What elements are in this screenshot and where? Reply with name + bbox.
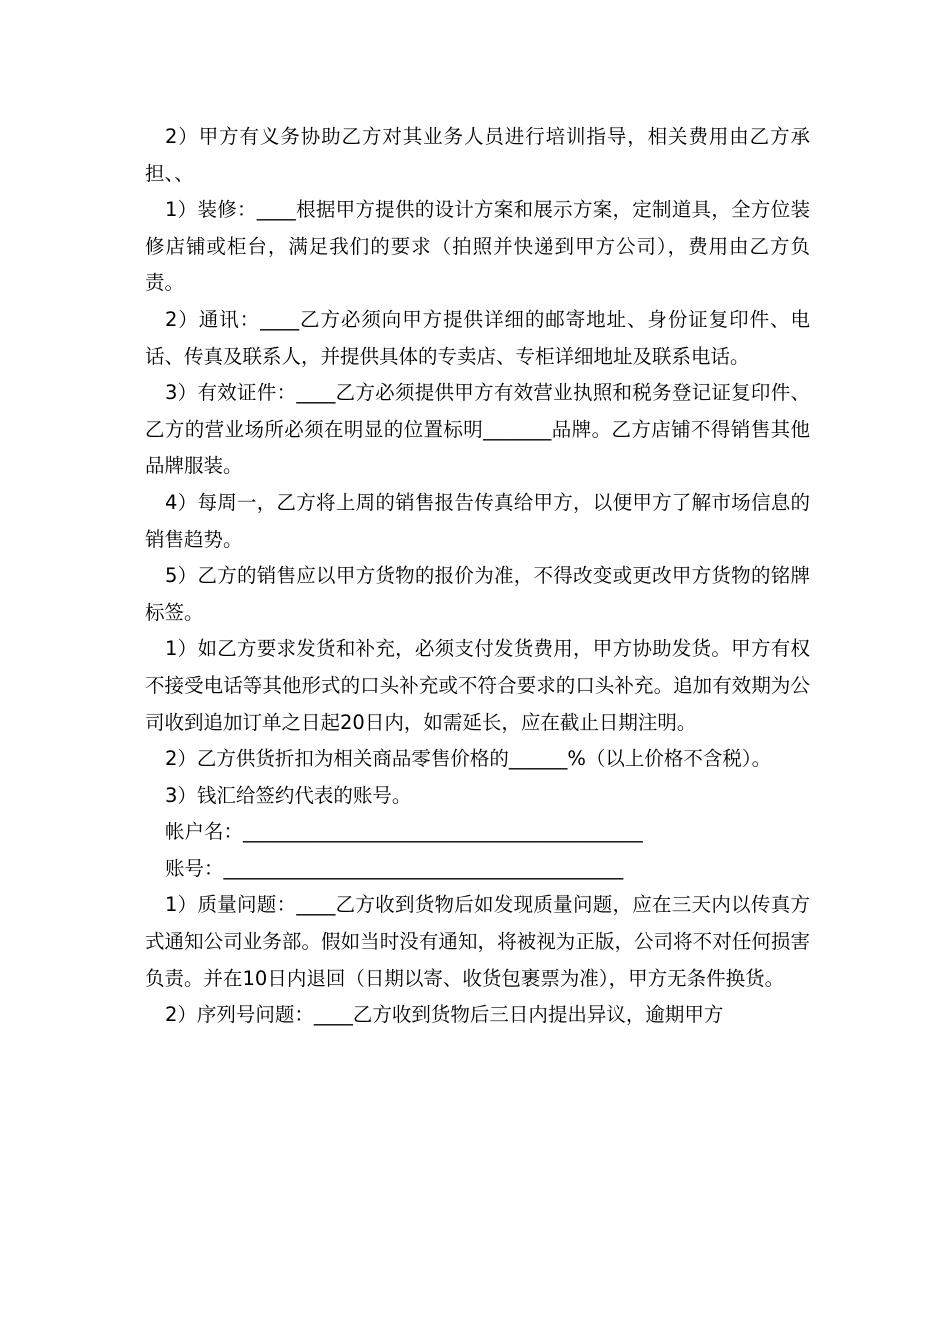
account-number-line: 账号：_________________________________________: [165, 856, 624, 880]
paragraph-weekly-report: 4）每周一，乙方将上周的销售报告传真给甲方，以便甲方了解市场信息的销售趋势。: [145, 490, 810, 551]
paragraph-pricing: 5）乙方的销售应以甲方货物的报价为准，不得改变或更改甲方货物的铭牌标签。: [145, 564, 810, 624]
paragraph-quality: 1）质量问题：____乙方收到货物后如发现质量问题，应在三天内以传真方式通知公司业务部。假如当时没有通知，将被视为正版，公司将不对任何损害负责。并在10日内退回（日期以寄、收货包裹票为准），甲方无条件换货。: [145, 893, 810, 990]
paragraph-training: 2）甲方有义务协助乙方对其业务人员进行培训指导，相关费用由乙方承担、、: [145, 125, 810, 185]
paragraph-communication: 2）通讯：____乙方必须向甲方提供详细的邮寄地址、身份证复印件、电话、传真及联系人，并提供具体的专卖店、专柜详细地址及联系电话。: [145, 307, 810, 368]
paragraph-shipping: 1）如乙方要求发货和补充，必须支付发货费用，甲方协助发货。甲方有权不接受电话等其他形式的口头补充或不符合要求的口头补充。追加有效期为公司收到追加订单之日起20日内，如需延长，应在截止日期注明。: [145, 637, 810, 734]
account-name-line: 帐户名：_________________________________________: [165, 820, 643, 844]
paragraph-discount: 2）乙方供货折扣为相关商品零售价格的______%（以上价格不含税）。: [165, 747, 772, 771]
paragraph-decoration: 1）装修：____根据甲方提供的设计方案和展示方案，定制道具，全方位装修店铺或柜台，满足我们的要求（拍照并快递到甲方公司），费用由乙方负责。: [145, 198, 810, 295]
paragraph-serial-number: 2）序列号问题：____乙方收到货物后三日内提出异议，逾期甲方: [165, 1003, 724, 1027]
document-body: [145, 119, 810, 1034]
paragraph-remittance: 3）钱汇给签约代表的账号。: [165, 783, 412, 807]
paragraph-certificates: 3）有效证件：____乙方必须提供甲方有效营业执照和税务登记证复印件、乙方的营业场所必须在明显的位置标明_______品牌。乙方店铺不得销售其他品牌服装。: [145, 381, 810, 478]
